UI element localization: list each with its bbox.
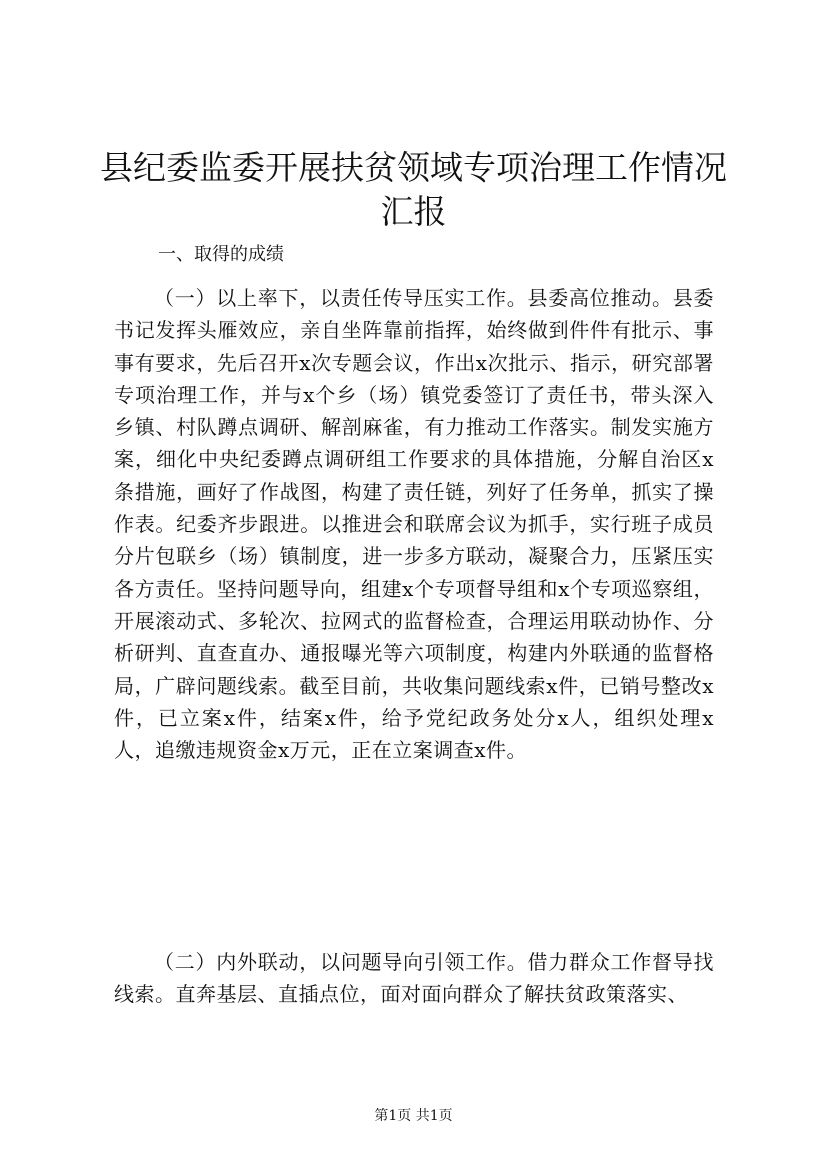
document-title: 县纪委监委开展扶贫领域专项治理工作情况汇报	[100, 148, 727, 231]
page-footer: 第1页 共1页	[374, 1108, 453, 1124]
paragraph-1: （一）以上率下，以责任传导压实工作。县委高位推动。县委书记发挥头雁效应，亲自坐阵靠前指挥，始终做到件件有批示、事事有要求，先后召开x次专题会议，作出x次批示、指示，研究部署专项治理工作，并与x个乡（场）镇党委签订了责任书，带头深入乡镇、村队蹲点调研、解剖麻雀，有力推动工作落实。制发实施方案，细化中央纪委蹲点调研组工作要求的具体措施，分解自治区x条措施，画好了作战图，构建了责任链，列好了任务单，抓实了操作表。纪委齐步跟进。以推进会和联席会议为抓手，实行班子成员分片包联乡（场）镇制度，进一步多方联动，凝聚合力，压紧压实各方责任。坚持问题导向，组建x个专项督导组和x个专项巡察组，开展滚动式、多轮次、拉网式的监督检查，合理运用联动协作、分析研判、直查直办、通报曝光等六项制度，构建内外联通的监督格局，广辟问题线索。截至目前，共收集问题线索x件，已销号整改x件，已立案x件，结案x件，给予党纪政务处分x人，组织处理x人，追缴违规资金x万元，正在立案调查x件。	[114, 286, 714, 763]
section-heading: 一、取得的成绩	[158, 244, 284, 265]
paragraph-2: （二）内外联动，以问题导向引领工作。借力群众工作督导找线索。直奔基层、直插点位，面对面向群众了解扶贫政策落实、	[114, 950, 714, 1007]
